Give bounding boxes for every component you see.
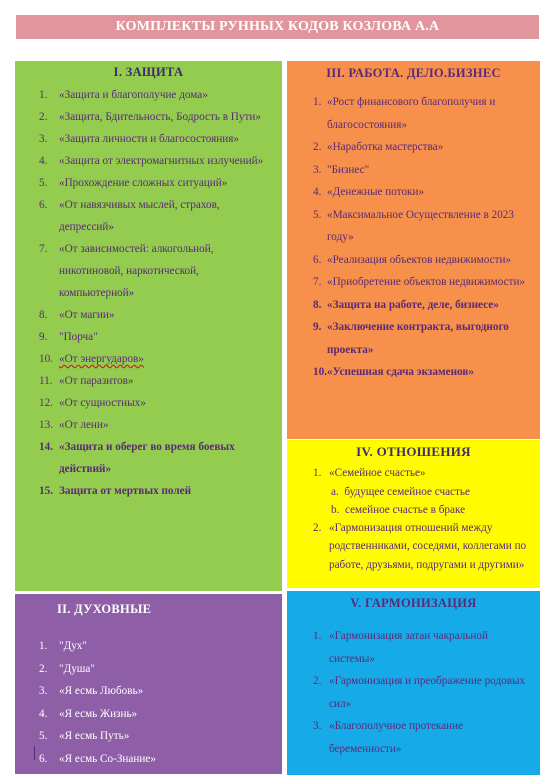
list-item: 4. «Защита от электромагнитных излучений» — [39, 155, 264, 167]
list-item: 11. «От паразитов» — [39, 375, 134, 387]
section-heading: I. ЗАЩИТА — [113, 65, 184, 79]
list-item: 5. «Прохождение сложных ситуаций» — [39, 177, 228, 189]
section-heading: II. ДУХОВНЫЕ — [57, 602, 152, 616]
list-item: 3. «Благополучное протекание беременности» — [313, 720, 464, 755]
list-item: 4. «Денежные потоки» — [313, 186, 425, 198]
list-item: 10. «Успешная сдача экзаменов» — [313, 366, 474, 378]
list-item: 1. «Семейное счастье» — [313, 467, 426, 479]
list-item: 3. "Бизнес" — [313, 163, 370, 176]
list-item: 6. «Я есмь Со-Знание» — [39, 752, 156, 765]
list-item: 8. «От магии» — [39, 309, 115, 321]
section-heading: V. ГАРМОНИЗАЦИЯ — [350, 596, 477, 610]
list-item: 9. "Порча" — [39, 331, 98, 343]
list-item: 13. «От лени» — [39, 419, 109, 431]
relations-list — [287, 464, 540, 483]
list-item: 3. «Защита личности и благосостояния» — [39, 133, 239, 145]
page-title: КОМПЛЕКТЫ РУННЫХ КОДОВ КОЗЛОВА А.А — [16, 15, 539, 39]
section-harmony — [287, 591, 540, 775]
section-work — [287, 61, 540, 439]
list-item: 2. «Гармонизация отношений между родственниками, соседями, коллегами по работе, друзьями, подругами и другими» — [313, 521, 527, 571]
list-item: 6. «От навязчивых мыслей, страхов, депрессий» — [39, 199, 220, 233]
work-list — [287, 91, 540, 384]
sub-item: b. семейное счастье в браке — [331, 503, 466, 516]
list-item: 4. «Я есмь Жизнь» — [39, 707, 138, 720]
list-item: 14. «Защита и оберег во время боевых действий» — [39, 441, 235, 475]
list-item: 1. «Гармонизация затаи чакральной системы» — [313, 630, 488, 665]
list-item: 1. «Рост финансового благополучия и благосостояния» — [313, 96, 496, 131]
section-relations — [287, 440, 540, 588]
text-cursor — [34, 746, 35, 760]
list-item: 3. «Я есмь Любовь» — [39, 685, 144, 697]
list-item: 15. Защита от мертвых полей — [39, 485, 192, 497]
harmony-list — [287, 625, 540, 760]
list-item: 1. "Дух" — [39, 640, 87, 652]
list-item: 5. «Максимальное Осуществление в 2023 году» — [313, 208, 514, 243]
list-item: 9. «Заключение контракта, выгодного проекта» — [313, 321, 509, 356]
list-item: 7. «От зависимостей: алкогольной, никотиновой, наркотической, компьютерной» — [39, 243, 214, 299]
section-heading: IV. ОТНОШЕНИЯ — [356, 444, 471, 459]
section-protection — [15, 61, 282, 591]
section-spiritual — [15, 594, 282, 774]
list-item: 12. «От сущностных» — [39, 397, 146, 409]
list-item: 2. "Душа" — [39, 662, 95, 675]
list-item: 10. «От энергударов» — [39, 353, 144, 365]
section-heading: III. РАБОТА. ДЕЛО.БИЗНЕС — [326, 66, 501, 80]
spiritual-list — [15, 635, 282, 770]
list-item: 2. «Защита, Бдительность, Бодрость в Пути» — [39, 111, 261, 123]
list-item: 2. «Гармонизация и преображение родовых сил» — [313, 675, 526, 710]
list-item: 2. «Наработка мастерства» — [313, 141, 444, 153]
list-item: 1. «Защита и благополучие дома» — [39, 89, 208, 101]
list-item: 6. «Реализация объектов недвижимости» — [313, 253, 512, 266]
sub-item: a. будущее семейное счастье — [331, 485, 470, 498]
relations-list-2 — [287, 519, 540, 575]
list-item: 8. «Защита на работе, деле, бизнесе» — [313, 298, 499, 311]
list-item: 7. «Приобретение объектов недвижимости» — [313, 276, 526, 288]
protection-list — [15, 84, 282, 502]
list-item: 5. «Я есмь Путь» — [39, 730, 130, 742]
